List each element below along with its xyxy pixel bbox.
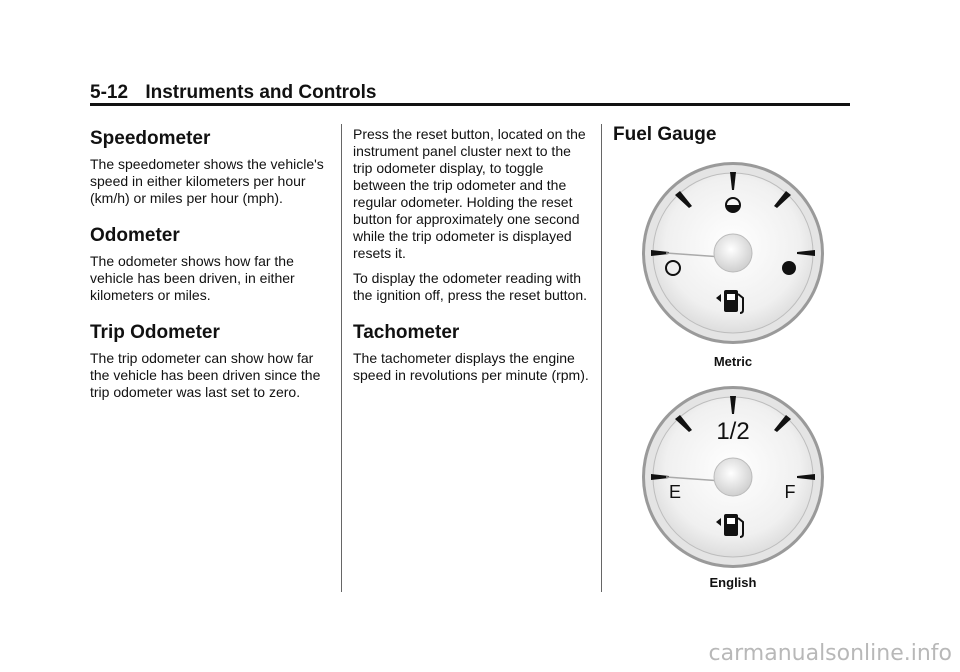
trip-odometer-section — [90, 322, 328, 401]
odometer-heading: Odometer — [90, 225, 180, 246]
watermark: carmanualsonline.info — [708, 641, 952, 666]
english-caption: English — [709, 575, 757, 590]
tachometer-text: The tachometer displays the engine speed in revolutions per minute (rpm). — [353, 350, 589, 383]
speedometer-section — [90, 128, 328, 207]
fuel-gauge-metric — [640, 160, 826, 351]
half-label: 1/2 — [716, 418, 750, 445]
odometer-section — [90, 225, 328, 304]
column-divider-1 — [341, 124, 342, 592]
odometer-text: The odometer shows how far the vehicle has been driven, in either kilometers or miles. — [90, 253, 295, 303]
speedometer-text: The speedometer shows the vehicle's speed in either kilometers per hour (km/h) or miles per hour (mph). — [90, 156, 324, 206]
trip-odometer-text: The trip odometer can show how far the vehicle has been driven since the trip odometer was last set to zero. — [90, 350, 321, 400]
column-right — [613, 124, 853, 152]
metric-caption: Metric — [713, 354, 753, 369]
empty-label: E — [668, 482, 682, 502]
ignition-off-text: To display the odometer reading with the ignition off, press the reset button. — [353, 270, 588, 303]
fuel-gauge-english — [640, 384, 826, 575]
tachometer-heading: Tachometer — [353, 322, 460, 343]
column-divider-2 — [601, 124, 602, 592]
reset-button-text: Press the reset button, located on the instrument panel cluster next to the trip odometer display, to toggle between the trip odometer and the regular odometer. Holding the reset button for approximately one second while the trip odometer is displayed resets it. — [353, 126, 586, 261]
fuel-gauge-heading: Fuel Gauge — [613, 124, 717, 145]
page-number: 5-12 — [90, 82, 129, 103]
section-title: Instruments and Controls — [145, 82, 377, 103]
trip-odometer-heading: Trip Odometer — [90, 322, 220, 343]
fuel-gauge-english-dial — [640, 384, 826, 570]
page-header — [90, 82, 850, 104]
tachometer-section — [353, 322, 589, 384]
speedometer-heading: Speedometer — [90, 128, 211, 149]
column-middle — [353, 126, 589, 402]
header-rule — [90, 103, 850, 106]
fuel-gauge-metric-dial — [640, 160, 826, 346]
full-label: F — [784, 482, 796, 502]
column-left — [90, 124, 328, 419]
